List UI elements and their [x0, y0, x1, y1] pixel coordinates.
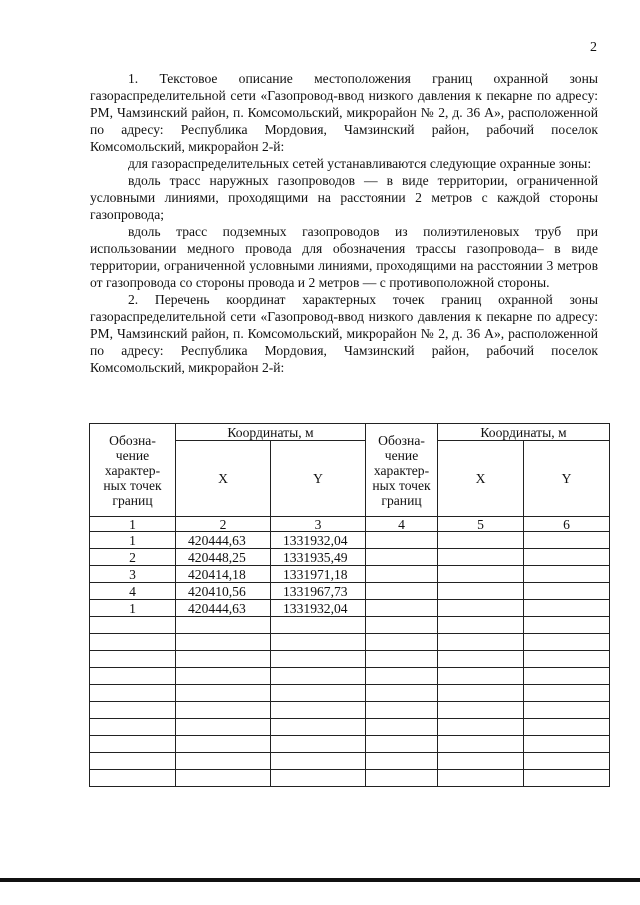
point-number: 2 — [90, 549, 176, 566]
header-x: X — [176, 441, 271, 517]
empty-row — [90, 651, 610, 668]
coord-y: 1331967,73 — [271, 583, 366, 600]
empty-row — [90, 770, 610, 787]
paragraph-external-pipelines: вдоль трасс наружных газопроводов — в виде территории, ограниченной условными линиями, проходящими на расстоянии 2 метров с каждой стороны газопровода; — [90, 173, 598, 222]
empty-row — [90, 702, 610, 719]
point-number: 1 — [90, 600, 176, 617]
coord-x: 420410,56 — [176, 583, 271, 600]
empty-row — [90, 719, 610, 736]
coord-y: 1331932,04 — [271, 600, 366, 617]
header-designation-2: Обозна-чение характер-ных точек границ — [366, 424, 438, 517]
coord-y: 1331971,18 — [271, 566, 366, 583]
coord-x: 420414,18 — [176, 566, 271, 583]
column-number: 3 — [271, 517, 366, 532]
empty-row — [90, 685, 610, 702]
column-number: 5 — [438, 517, 524, 532]
column-number-row — [90, 517, 610, 532]
coord-y: 1331932,04 — [271, 532, 366, 549]
coord-y: 1331935,49 — [271, 549, 366, 566]
coordinates-table — [89, 423, 610, 787]
empty-row — [90, 634, 610, 651]
table-row — [90, 566, 610, 583]
header-y: Y — [271, 441, 366, 517]
document-body — [90, 70, 598, 376]
table-row — [90, 600, 610, 617]
header-coordinates: Координаты, м — [176, 424, 366, 441]
coord-x: 420444,63 — [176, 600, 271, 617]
coord-x: 420444,63 — [176, 532, 271, 549]
table-row — [90, 583, 610, 600]
page-number: 2 — [590, 40, 597, 55]
column-number: 6 — [524, 517, 610, 532]
coord-x: 420448,25 — [176, 549, 271, 566]
column-number: 4 — [366, 517, 438, 532]
column-number: 1 — [90, 517, 176, 532]
paragraph-underground-pipelines: вдоль трасс подземных газопроводов из полиэтиленовых труб при использовании медного провода для обозначения трассы газопровода– в виде территории, ограниченной условными линиями, проходящими на расстоянии 3 метров от газопровода со стороны провода и 2 метров — с противоположной стороны. — [90, 224, 598, 290]
scan-edge-line — [0, 878, 640, 882]
table-row — [90, 549, 610, 566]
paragraph-text-description: 1. Текстовое описание местоположения границ охранной зоны газораспределительной сети «Газопровод-ввод низкого давления к пекарне по адресу: РМ, Чамзинский район, п. Комсомольский, микрорайон № 2, д. 36 А», расположенной по адресу: Республика Мордовия, Чамзинский район, рабочий поселок Комсомольский, микрорайон 2-й: — [90, 71, 598, 154]
empty-row — [90, 753, 610, 770]
column-number: 2 — [176, 517, 271, 532]
paragraph-coordinates-list: 2. Перечень координат характерных точек границ охранной зоны газораспределительной сети «Газопровод-ввод низкого давления к пекарне по адресу: РМ, Чамзинский район, п. Комсомольский, микрорайон № 2, д. 36 А», расположенной по адресу: Республика Мордовия, Чамзинский район, рабочий поселок Комсомольский, микрорайон 2-й: — [90, 292, 598, 375]
empty-row — [90, 736, 610, 753]
empty-row — [90, 668, 610, 685]
point-number: 4 — [90, 583, 176, 600]
empty-row — [90, 617, 610, 634]
paragraph-protection-zones: для газораспределительных сетей устанавливаются следующие охранные зоны: — [128, 156, 592, 171]
point-number: 1 — [90, 532, 176, 549]
header-designation: Обозна-чение характер-ных точек границ — [90, 424, 176, 517]
point-number: 3 — [90, 566, 176, 583]
header-y-2: Y — [524, 441, 610, 517]
header-coordinates-2: Координаты, м — [438, 424, 610, 441]
header-x-2: X — [438, 441, 524, 517]
table-row — [90, 532, 610, 549]
